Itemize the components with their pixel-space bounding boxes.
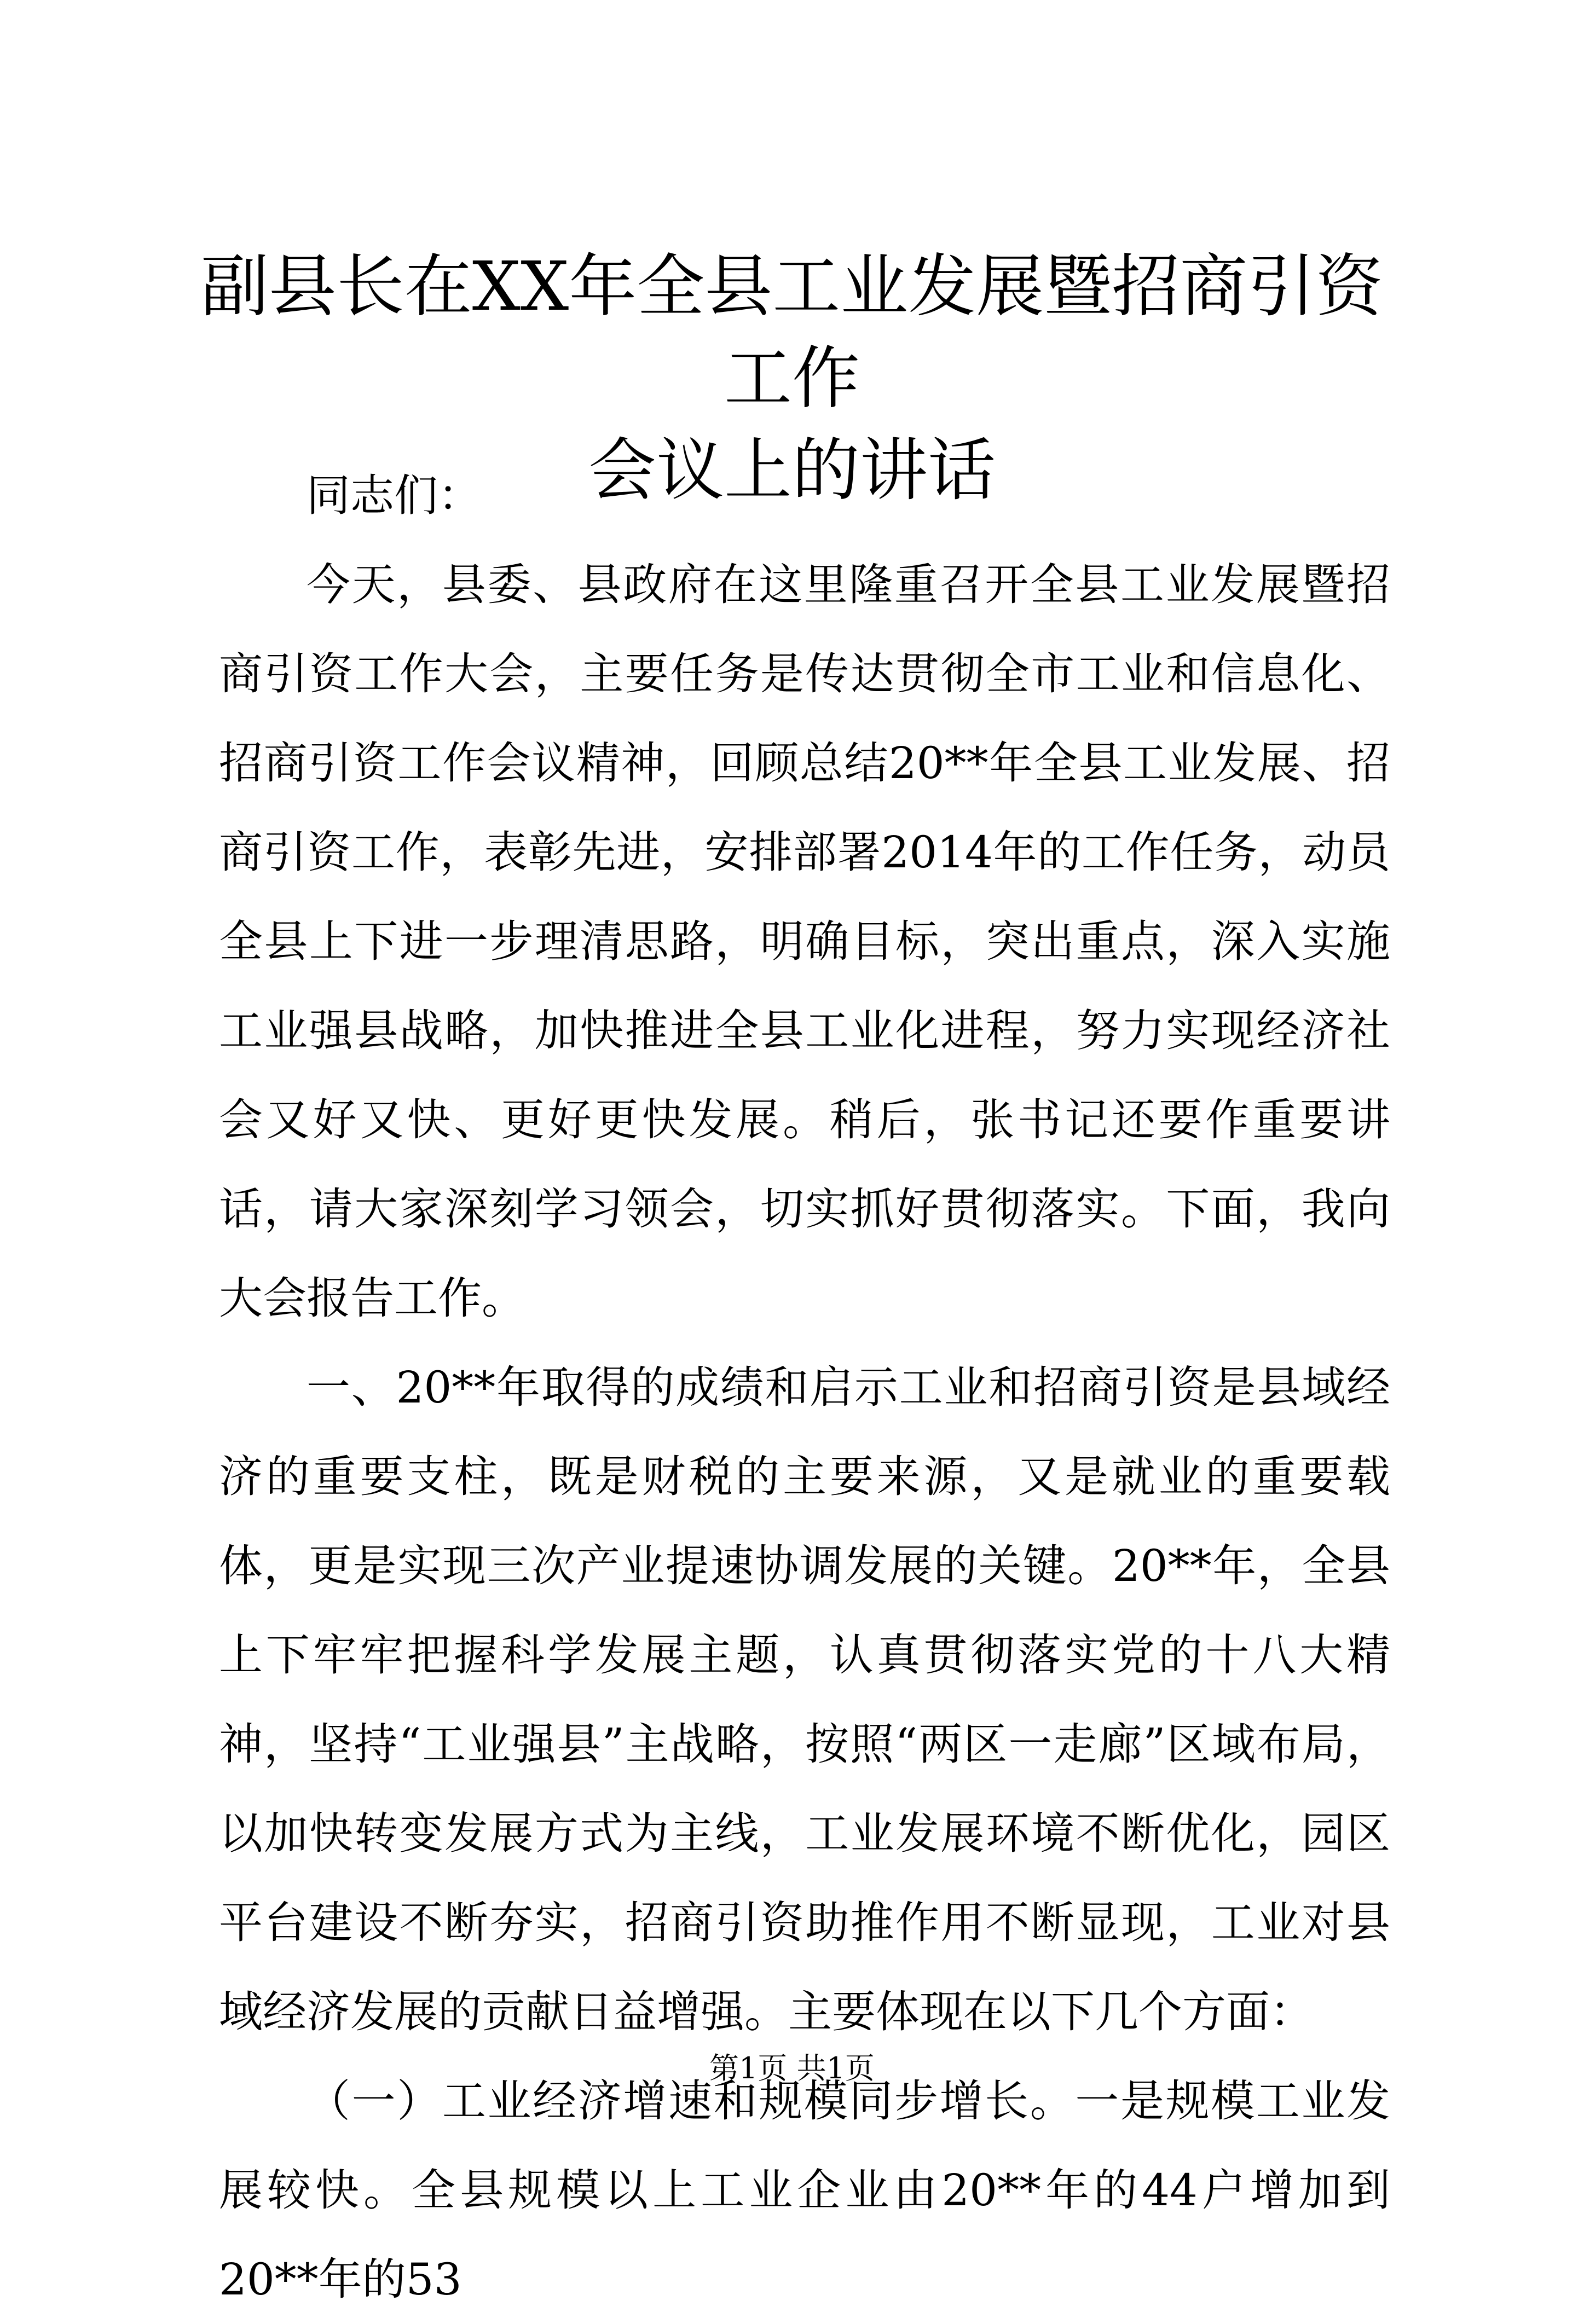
salutation: 同志们： bbox=[307, 470, 482, 521]
paragraph-subsection-one: （一）工业经济增速和规模同步增长。一是规模工业发展较快。全县规模以上工业企业由20**年的44户增加到20**年的53 bbox=[219, 2076, 1390, 2305]
paragraph-opening: 今天，县委、县政府在这里隆重召开全县工业发展暨招商引资工作大会，主要任务是传达贯彻全市工业和信息化、招商引资工作会议精神，回顾总结20**年全县工业发展、招商引资工作，表彰先进，安排部署2014年的工作任务，动员全县上下进一步理清思路，明确目标，突出重点，深入实施工业强县战略，加快推进全县工业化进程，努力实现经济社会又好又快、更好更快发展。稍后，张书记还要作重要讲话，请大家深刻学习领会，切实抓好贯彻落实。下面，我向大会报告工作。 bbox=[219, 559, 1390, 1324]
title-line-1: 副县长在XX年全县工业发展暨招商引资工作 bbox=[200, 247, 1384, 418]
title-line-2: 会议上的讲话 bbox=[588, 431, 996, 510]
paragraph-section-one: 一、20**年取得的成绩和启示工业和招商引资是县域经济的重要支柱，既是财税的主要来源，又是就业的重要载体，更是实现三次产业提速协调发展的关键。20**年，全县上下牢牢把握科学发展主题，认真贯彻落实党的十八大精神，坚持“工业强县”主战略，按照“两区一走廊”区域布局，以加快转变发展方式为主线，工业发展环境不断优化，园区平台建设不断夯实，招商引资助推作用不断显现，工业对县域经济发展的贡献日益增强。主要体现在以下几个方面： bbox=[219, 1362, 1390, 2037]
page-footer: 第1页 共1页 bbox=[709, 2051, 875, 2085]
document-body bbox=[219, 451, 1390, 2324]
